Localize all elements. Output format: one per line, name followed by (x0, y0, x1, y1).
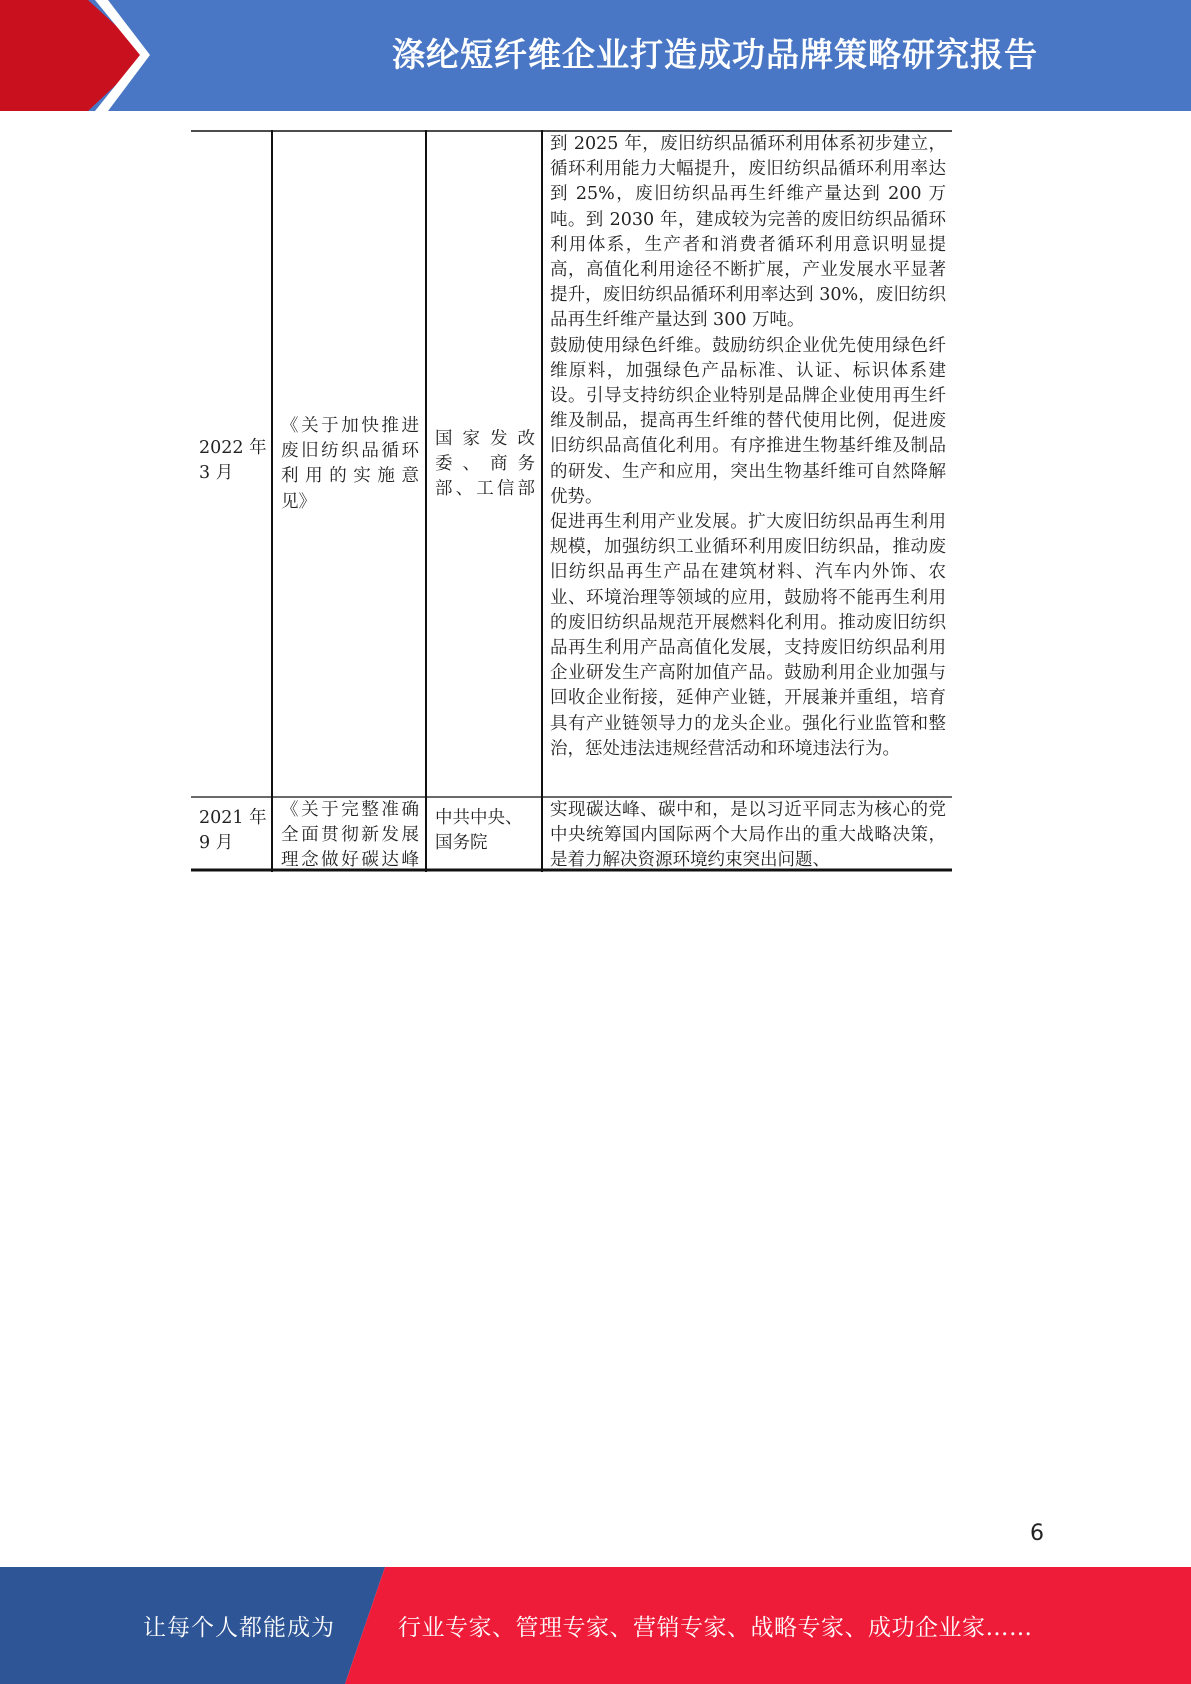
content-paragraph: 到 2025 年，废旧纺织品循环利用体系初步建立，循环利用能力大幅提升，废旧纺织品循环利用率达到 25%，废旧纺织品再生纤维产量达到 200 万吨。到 2030 年，建成较为完善的废旧纺织品循环利用体系，生产者和消费者循环利用意识明显提高，高值化利用途径不断扩展，产业发展水平显著提升，废旧纺织品循环利用率达到 30%，废旧纺织品再生纤维产量达到 300 万吨。 (550, 134, 946, 331)
table-row-2-date: 2021 年 9 月 (199, 808, 267, 854)
header-arrow-decoration (0, 0, 160, 111)
policy-table (191, 130, 952, 874)
report-title: 涤纶短纤维企业打造成功品牌策略研究报告 (392, 34, 1038, 74)
page-number: 6 (1030, 1521, 1044, 1546)
table-row-1-department: 国 家 发 改 委 、 商 务 部、工信部 (435, 429, 535, 500)
page-footer (0, 1567, 1191, 1684)
table-row-2-department: 中共中央、 国务院 (435, 808, 523, 854)
content-paragraph: 实现碳达峰、碳中和，是以习近平同志为核心的党中央统筹国内国际两个大局作出的重大战略决策，是着力解决资源环境约束突出问题、 (550, 800, 946, 871)
footer-slogan-right: 行业专家、管理专家、营销专家、战略专家、成功企业家…… (398, 1615, 1033, 1641)
table-row-2-content (550, 798, 946, 874)
content-paragraph: 促进再生利用产业发展。扩大废旧纺织品再生利用规模，加强纺织工业循环利用废旧纺织品，推动废旧纺织品再生产品在建筑材料、汽车内外饰、农业、环境治理等领域的应用，鼓励将不能再生利用的废旧纺织品规范开展燃料化利用。推动废旧纺织品再生利用产品高值化发展，支持废旧纺织品利用企业研发生产高附加值产品。鼓励利用企业加强与回收企业衔接，延伸产业链，开展兼并重组，培育具有产业链领导力的龙头企业。强化行业监管和整治，惩处违法违规经营活动和环境违法行为。 (550, 512, 946, 759)
page-header (0, 0, 1191, 111)
table-row-1-policy-title: 《关于加快推进 废旧纺织品循环 利用的实施意 见》 (281, 416, 419, 512)
content-paragraph: 鼓励使用绿色纤维。鼓励纺织企业优先使用绿色纤维原料，加强绿色产品标准、认证、标识体系建设。引导支持纺织企业特别是品牌企业使用再生纤维及制品，提高再生纤维的替代使用比例，促进废旧纺织品高值化利用。有序推进生物基纤维及制品的研发、生产和应用，突出生物基纤维可自然降解优势。 (550, 335, 946, 507)
table-row-1-content (550, 132, 946, 762)
table-row-2-policy-title: 《关于完整准确 全面贯彻新发展 理念做好碳达峰 (281, 800, 419, 871)
table-row-1-date: 2022 年 3 月 (199, 438, 267, 484)
footer-slogan-left: 让每个人都能成为 (143, 1615, 335, 1641)
